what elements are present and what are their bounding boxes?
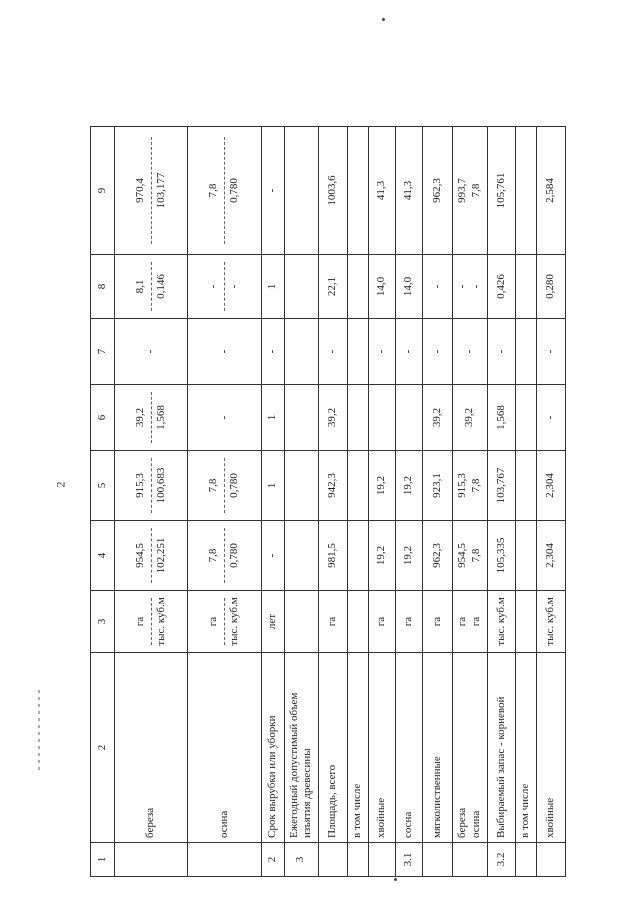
value-cell: 41,3 (396, 127, 423, 255)
unit-cell (452, 591, 488, 653)
value-cell: 41,3 (369, 127, 396, 255)
cell-value: 954,5 (456, 543, 469, 568)
unit-value: га (207, 616, 220, 627)
header-row (91, 127, 115, 877)
value-cell: 2,584 (536, 127, 565, 255)
table-row (488, 127, 515, 877)
forest-data-table (90, 126, 566, 877)
row-number (348, 843, 369, 877)
value-cell: 19,2 (369, 451, 396, 521)
table-row (188, 127, 261, 877)
cell-value: 7,8 (207, 478, 220, 493)
scan-artifact (38, 690, 40, 770)
row-label: хвойные (536, 653, 565, 843)
value-cell (115, 255, 188, 319)
value-cell (188, 255, 261, 319)
row-label: в том числе (515, 653, 536, 843)
cell-value: 7,8 (207, 183, 220, 198)
col-header: 9 (91, 127, 115, 255)
unit-cell: га (369, 591, 396, 653)
value-cell: 923,1 (423, 451, 452, 521)
value-cell: 105,335 (488, 521, 515, 591)
cell-value: 1,568 (154, 405, 167, 430)
value-cell: 1 (261, 385, 284, 451)
row-label: в том числе (348, 653, 369, 843)
scan-speck (394, 878, 397, 881)
value-cell: 0,280 (536, 255, 565, 319)
value-cell: - (488, 319, 515, 385)
value-cell: - (318, 319, 347, 385)
value-cell: 962,3 (423, 521, 452, 591)
row-label: хвойные (369, 653, 396, 843)
value-cell: - (188, 319, 261, 385)
value-cell: 0,426 (488, 255, 515, 319)
cell-value: 7,8 (470, 548, 483, 563)
unit-value: тыс. куб.м (228, 597, 241, 646)
row-number (515, 843, 536, 877)
value-cell (369, 385, 396, 451)
cell-value: 8,1 (133, 279, 146, 294)
value-cell (452, 521, 488, 591)
row-label: береза (115, 653, 188, 843)
value-cell: 39,2 (452, 385, 488, 451)
row-number (369, 843, 396, 877)
cell-value: 993,7 (456, 178, 469, 203)
cell-value: 7,8 (207, 548, 220, 563)
value-cell: 103,767 (488, 451, 515, 521)
table-row (536, 127, 565, 877)
cell-value: - (470, 284, 483, 289)
value-cell: 22,1 (318, 255, 347, 319)
row-label: Выбираемый запас - корневой (488, 653, 515, 843)
value-cell (396, 385, 423, 451)
row-label-line: осина (470, 810, 483, 838)
table-row (452, 127, 488, 877)
unit-value: га (470, 616, 483, 627)
rotated-table-sheet (90, 127, 566, 877)
value-cell: 1 (261, 255, 284, 319)
row-label: осина (188, 653, 261, 843)
unit-cell (188, 591, 261, 653)
page-number: 2 (53, 481, 68, 488)
value-cell: 19,2 (369, 521, 396, 591)
table-row (348, 127, 369, 877)
row-label: Срок вырубки или уборки (261, 653, 284, 843)
unit-cell: га (396, 591, 423, 653)
value-cell: - (261, 521, 284, 591)
cell-value: 102,251 (154, 537, 167, 574)
value-cell: 2,304 (536, 521, 565, 591)
value-cell: - (261, 319, 284, 385)
unit-cell: тыс. куб.м (536, 591, 565, 653)
cell-value: 0,780 (228, 543, 241, 568)
row-number (115, 843, 188, 877)
cell-value: 0,780 (228, 473, 241, 498)
cell-value: 970,4 (133, 178, 146, 203)
row-number: 2 (261, 843, 284, 877)
value-cell: 942,3 (318, 451, 347, 521)
value-cell (115, 521, 188, 591)
cell-value: 954,5 (133, 543, 146, 568)
row-number: 3.1 (396, 843, 423, 877)
cell-value: 100,683 (154, 467, 167, 504)
cell-value: 0,780 (228, 178, 241, 203)
col-header: 5 (91, 451, 115, 521)
unit-cell: тыс. куб.м (488, 591, 515, 653)
table-row (284, 127, 318, 877)
table-row (423, 127, 452, 877)
value-cell: - (452, 319, 488, 385)
cell-value: 915,3 (133, 473, 146, 498)
unit-value: тыс. куб.м (154, 597, 167, 646)
value-cell (188, 127, 261, 255)
cell-value: - (228, 284, 241, 289)
row-label: Площадь, всего (318, 653, 347, 843)
row-number: 3.2 (488, 843, 515, 877)
value-cell: - (115, 319, 188, 385)
cell-value: 915,3 (456, 473, 469, 498)
col-header: 7 (91, 319, 115, 385)
value-cell: 962,3 (423, 127, 452, 255)
table-row (115, 127, 188, 877)
value-cell (452, 451, 488, 521)
value-cell: 981,5 (318, 521, 347, 591)
table-row (515, 127, 536, 877)
value-cell: 1003,6 (318, 127, 347, 255)
row-number (423, 843, 452, 877)
value-cell: 39,2 (318, 385, 347, 451)
cell-value: 39,2 (133, 407, 146, 428)
value-cell: 1 (261, 451, 284, 521)
row-number (536, 843, 565, 877)
cell-value: 7,8 (470, 478, 483, 493)
col-header: 2 (91, 653, 115, 843)
cell-value: - (207, 284, 220, 289)
row-label: сосна (396, 653, 423, 843)
table-row (396, 127, 423, 877)
col-header: 3 (91, 591, 115, 653)
cell-value: 103,177 (154, 172, 167, 209)
col-header: 8 (91, 255, 115, 319)
row-number (318, 843, 347, 877)
row-number (188, 843, 261, 877)
unit-cell: лет (261, 591, 284, 653)
value-cell (452, 127, 488, 255)
col-header: 4 (91, 521, 115, 591)
table-row (261, 127, 284, 877)
table-row (318, 127, 347, 877)
unit-value: га (133, 616, 146, 627)
col-header: 1 (91, 843, 115, 877)
row-label (452, 653, 488, 843)
cell-value: - (456, 284, 469, 289)
value-cell (115, 385, 188, 451)
value-cell: - (423, 255, 452, 319)
value-cell: 14,0 (369, 255, 396, 319)
row-label: Ежегодный допустимый объем изъятия древесины (284, 653, 318, 843)
cell-value: 7,8 (470, 183, 483, 198)
value-cell: - (261, 127, 284, 255)
unit-value: га (456, 616, 469, 627)
table-row (369, 127, 396, 877)
scan-speck (382, 18, 385, 21)
unit-cell: га (423, 591, 452, 653)
row-label-line: береза (456, 807, 469, 838)
value-cell: - (423, 319, 452, 385)
value-cell (188, 521, 261, 591)
value-cell: 2,304 (536, 451, 565, 521)
value-cell: - (369, 319, 396, 385)
row-number (452, 843, 488, 877)
value-cell (452, 255, 488, 319)
value-cell (115, 451, 188, 521)
value-cell: - (536, 319, 565, 385)
value-cell (188, 451, 261, 521)
value-cell: - (536, 385, 565, 451)
value-cell: 39,2 (423, 385, 452, 451)
cell-value: 0,146 (154, 274, 167, 299)
value-cell: - (396, 319, 423, 385)
value-cell: 19,2 (396, 521, 423, 591)
value-cell: 1,568 (488, 385, 515, 451)
value-cell: 105,761 (488, 127, 515, 255)
value-cell: 19,2 (396, 451, 423, 521)
unit-cell (115, 591, 188, 653)
row-number: 3 (284, 843, 318, 877)
col-header: 6 (91, 385, 115, 451)
row-label: мягколиственные (423, 653, 452, 843)
value-cell: 14,0 (396, 255, 423, 319)
value-cell: - (188, 385, 261, 451)
unit-cell: га (318, 591, 347, 653)
value-cell (115, 127, 188, 255)
